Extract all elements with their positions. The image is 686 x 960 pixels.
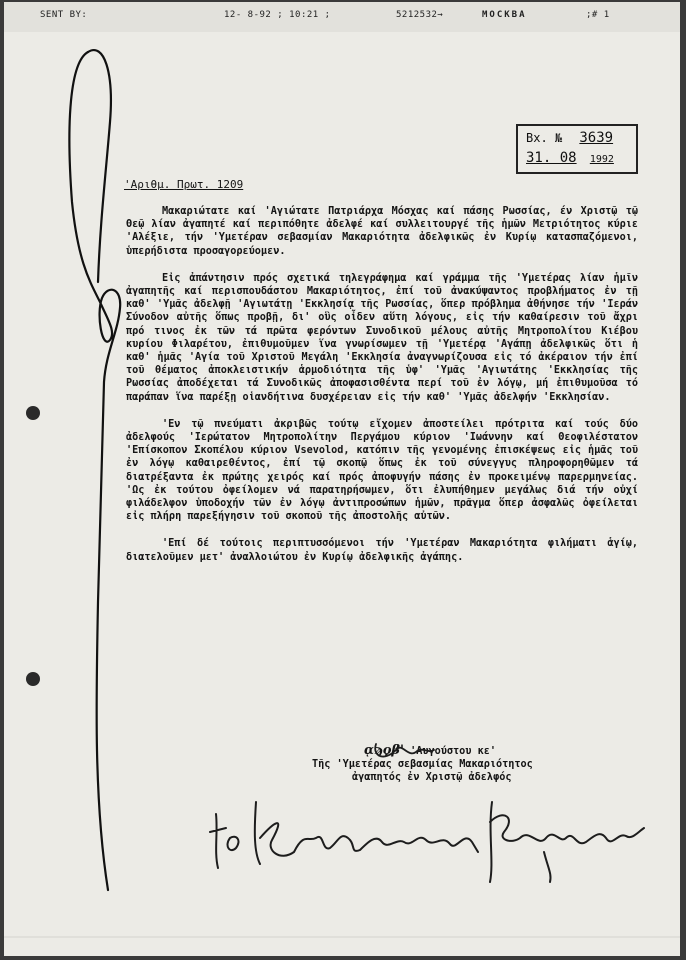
paragraph-closing: 'Επί δέ τούτοις περιπτυσσόμενοι τήν 'Υμετέραν Μακαριότητα φιλήματι ἁγίῳ, διατελοῦμεν μετ' ἀναλλοιώτου ἐν Κυρίῳ ἀδελφικῆς ἀγάπης. — [126, 538, 638, 563]
stamp-year: 1992 — [589, 154, 614, 165]
protocol-number: 'Αριθμ. Πρωτ. 1209 — [124, 178, 244, 191]
date-year-handwritten: ᾳϡϙβ' — [364, 743, 404, 758]
punch-hole-bottom — [26, 672, 40, 686]
stamp-prefix: Вх. № — [526, 131, 563, 145]
ribbon-loop-mark — [4, 2, 680, 956]
closing-line-3: ἀγαπητός ἐν Χριστῷ ἀδελφός — [352, 772, 512, 783]
fax-city: МОСКВА — [482, 10, 527, 20]
punch-hole-top — [26, 406, 40, 420]
document-page — [4, 2, 680, 956]
fax-page: ;# 1 — [586, 10, 610, 20]
closing-date: 'Αυγούστου κε' — [410, 746, 496, 757]
stamp-number: 3639 — [579, 130, 614, 146]
fax-sender-label: SENT BY: — [40, 10, 88, 20]
paragraph-delegation: 'Εν τῷ πνεύματι ἀκριβῶς τούτῳ εἴχομεν ἀποστείλει πρότριτα καί τούς δύο ἀδελφούς 'Ιερώτατον Μητροπολίτην Περγάμου κύριον 'Ιωάννην καί Θεοφιλέστατον 'Επίσκοπον Σκοπέλου κύριον Vsevolod, κατόπιν τῆς γενομένης ἐπισκέψεως εἰς ἡμᾶς τοῦ ἐν λόγῳ καθαιρεθέντος, ἐπί τῷ σκοπῷ ὅπως ἐκ τοῦ σύνεγγυς πληροφορηθῶμεν τά διατρέξαντα ἐκ πρώτης χειρός καί πρός ἀποφυγήν πάσης ἐν προκειμένῳ παρερμηνείας. 'Ως ἐκ τούτου ὀφείλομεν νά παρατηρήσωμεν, ὅτι ἐλυπήθημεν μεγάλως διά τήν οὐχί φιλάδελφον ὑποδοχήν τῶν ἐν λόγῳ ἀντιπροσώπων ἡμῶν, πρᾶγμα ὅπερ ἀσφαλῶς ὀφείλεται εἰς πλήρη παρεξήγησιν τοῦ σκοποῦ τῆς ἀποστολῆς αὐτῶν. — [126, 418, 638, 523]
closing-line-2: Τῆς 'Υμετέρας σεβασμίας Μακαριότητος — [312, 759, 533, 770]
paragraph-salutation: Μακαριώτατε καί 'Αγιώτατε Πατριάρχα Μόσχας καί πάσης Ρωσσίας, έν Χριστῷ τῷ Θεῷ λίαν ἀγαπητέ καί περιπόθητε ἀδελφέ καί συλλειτουργέ τῆς ἡμῶν Μετριότητος κύριε 'Αλέξιε, τήν 'Υμετέραν σεβασμίαν Μακαριότητα ἀδελφικῶς ἐν Κυρίῳ κατασπαζόμενοι, ὑπερήδιστα προσαγορεύομεν. — [126, 206, 638, 257]
fax-datetime: 12- 8-92 ; 10:21 ; — [224, 10, 331, 20]
stamp-date: 31. 08 — [526, 150, 577, 166]
paragraph-response: Εἰς ἀπάντησιν πρός σχετικά τηλεγράφημα καί γράμμα τῆς 'Υμετέρας λίαν ἡμῖν ἀγαπητῆς καί περισπουδάστου Μακαριότητος, ἐπί τοῦ ἀνακύψαντος προβλήματος ἐν τῇ καθ' 'Υμᾶς ἀδελφῇ 'Αγιωτάτῃ 'Εκκλησίᾳ τῆς Ρωσσίας, ὅπερ πρόβλημα ἀθήνησε τήν 'Ιεράν Σύνοδον αὐτῆς ὅπως προβῇ, δι' οὓς οἶδεν αὕτη λόγους, εἰς τήν καθαίρεσιν τοῦ ἄχρι πρό τινος ἐκ τῶν τά πρῶτα φερόντων Συνοδικοῦ μέλους αὐτῆς Μητροπολίτου Κιέβου κυρίου Φιλαρέτου, ἐπιθυμοῦμεν ἵνα γνωρίσωμεν τῇ 'Υμετέρᾳ 'Αγάπῃ ἀδελφικῶς ὅτι ἡ καθ' ἡμᾶς 'Αγία τοῦ Χριστοῦ Μεγάλη 'Εκκλησία ἀναγνωρίζουσα εἰς τό ἀκέραιον τήν ἐπί τοῦ θέματος ἀποκλειστικήν ἁρμοδιότητα τῆς ὑφ' 'Υμᾶς 'Αγιωτάτης 'Εκκλησίας τῆς Ρωσσίας ἀποδέχεται τά Συνοδικῶς ἀποφασισθέντα περί τοῦ ἐν λόγῳ, μή ἐπιθυμοῦσα τό παράπαν ἵνα παρέξῃ οἱανδήτινα δυσχέρειαν εἰς τήν καθ' 'Υμᾶς ἀδελφήν 'Εκκλησίαν. — [126, 272, 638, 403]
fax-number: 5212532→ — [396, 10, 444, 20]
